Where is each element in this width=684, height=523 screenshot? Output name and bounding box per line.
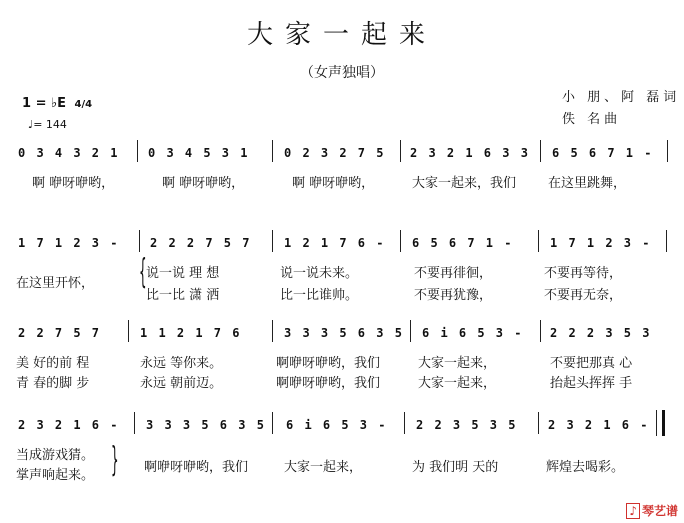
lyric: 为 我们明 天的 <box>412 460 499 475</box>
bar-line <box>139 230 140 252</box>
bar-line <box>272 140 273 162</box>
lyric: 不要再等待， <box>544 266 623 281</box>
measure: 0 3 4 3 2 1 <box>18 146 120 160</box>
lyric: 在这里跳舞， <box>548 176 627 191</box>
measure: 2 2 3 5 3 5 <box>416 418 518 432</box>
lyric: 啊 咿呀咿哟， <box>292 176 375 191</box>
song-title: 大家一起来 <box>246 20 437 50</box>
lyric: 掌声响起来。 <box>16 468 95 483</box>
measure: 1 1 2 1 7 6 <box>140 326 242 340</box>
measure: 1 2 1 7 6 - <box>284 236 386 250</box>
lyric: 大家一起来， <box>284 460 363 475</box>
bar-line <box>134 412 135 434</box>
bar-line <box>128 320 129 342</box>
lyric: 大家一起来，我们 <box>412 176 517 191</box>
bar-line <box>400 140 401 162</box>
bar-line <box>540 320 541 342</box>
final-bar-line <box>656 410 657 436</box>
key-signature <box>22 96 92 111</box>
lyric: 啊咿呀咿哟，我们 <box>144 460 249 475</box>
measure: 6 i 6 5 3 - <box>422 326 524 340</box>
composer-credit: 佚 名曲 <box>562 112 622 127</box>
time-signature: 4/4 <box>74 99 93 110</box>
measure: 6 5 6 7 1 - <box>412 236 514 250</box>
bar-line <box>272 320 273 342</box>
lyric: 啊 咿呀咿哟， <box>162 176 245 191</box>
measure: 3 3 3 5 6 3 5 <box>146 418 266 432</box>
bar-line <box>540 140 541 162</box>
lyric: 比一比谁帅。 <box>280 288 359 303</box>
measure: 3 3 3 5 6 3 5 <box>284 326 404 340</box>
lyric: 辉煌去喝彩。 <box>546 460 625 475</box>
bar-line <box>666 230 667 252</box>
lyric: 不要把那真 心 <box>550 356 633 371</box>
lyric: 啊 咿呀咿哟， <box>32 176 115 191</box>
lyric: 永远 朝前迈。 <box>140 376 223 391</box>
measure: 2 2 2 7 5 7 <box>150 236 252 250</box>
lyric: 不要再徘徊， <box>414 266 493 281</box>
lyric: 当成游戏猜。 <box>16 448 95 463</box>
watermark-text: 琴艺谱 <box>641 504 678 518</box>
lyric: 不要再犹豫， <box>414 288 493 303</box>
measure: 2 3 2 1 6 - <box>18 418 120 432</box>
lyric: 说一说 理 想 <box>146 266 220 281</box>
lyric: 不要再无奈， <box>544 288 623 303</box>
measure: 2 2 2 3 5 3 <box>550 326 652 340</box>
song-subtitle: （女声独唱） <box>300 65 384 81</box>
lyric: 永远 等你来。 <box>140 356 223 371</box>
measure: 2 2 7 5 7 <box>18 326 102 340</box>
measure: 6 i 6 5 3 - <box>286 418 388 432</box>
site-watermark <box>626 502 678 519</box>
measure: 0 3 4 5 3 1 <box>148 146 250 160</box>
measure: 1 7 1 2 3 - <box>18 236 120 250</box>
lyric: 青 春的脚 步 <box>16 376 90 391</box>
lyric: 大家一起来， <box>418 376 497 391</box>
bar-line <box>400 230 401 252</box>
tempo-marking: ♩= 144 <box>28 118 67 131</box>
bar-line <box>272 230 273 252</box>
lyric: 美 好的前 程 <box>16 356 90 371</box>
lyricist-credit: 小 朋、阿 磊词 <box>562 90 681 105</box>
measure: 6 5 6 7 1 - <box>552 146 654 160</box>
lyric: 说一说未来。 <box>280 266 359 281</box>
bar-line <box>137 140 138 162</box>
verse-brace: } <box>111 440 119 480</box>
bar-line <box>667 140 668 162</box>
key-text: 1 = ♭E <box>22 96 67 111</box>
measure: 2 3 2 1 6 - <box>548 418 650 432</box>
final-bar-line <box>662 410 665 436</box>
bar-line <box>404 412 405 434</box>
lyric: 大家一起来， <box>418 356 497 371</box>
bar-line <box>272 412 273 434</box>
bar-line <box>410 320 411 342</box>
lyric: 抬起头挥挥 手 <box>550 376 633 391</box>
verse-brace: { <box>139 252 147 292</box>
measure: 1 7 1 2 3 - <box>550 236 652 250</box>
measure: 2 3 2 1 6 3 3 <box>410 146 530 160</box>
lyric: 比一比 潇 洒 <box>146 288 220 303</box>
lyric: 啊咿呀咿哟，我们 <box>276 356 381 371</box>
watermark-icon: ♪ <box>626 503 640 519</box>
lyric: 在这里开怀， <box>16 276 95 291</box>
lyric: 啊咿呀咿哟，我们 <box>276 376 381 391</box>
bar-line <box>538 412 539 434</box>
bar-line <box>538 230 539 252</box>
measure: 0 2 3 2 7 5 <box>284 146 386 160</box>
